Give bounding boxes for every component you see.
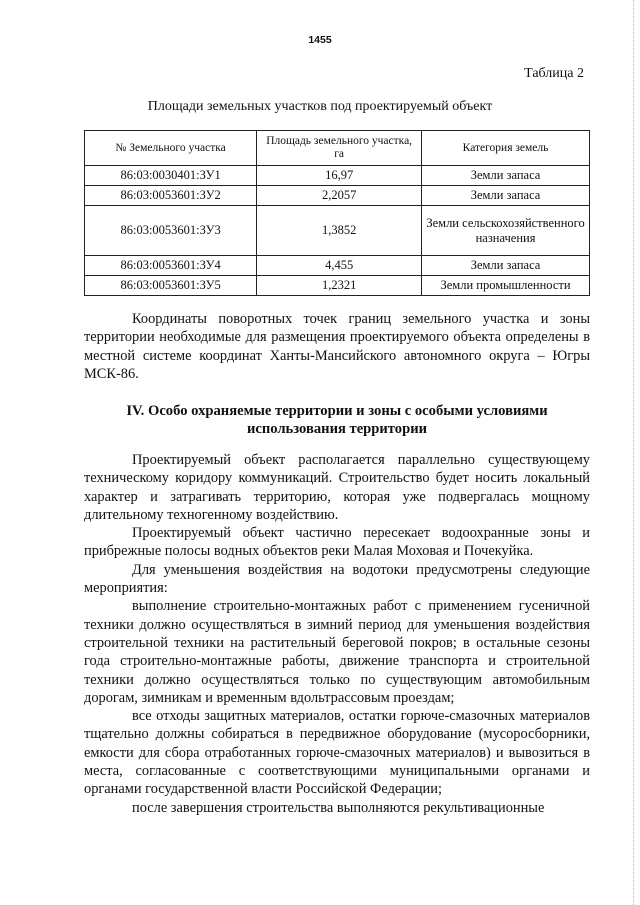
cell-land-category: Земли запаса [422,166,590,186]
coordinates-section [84,310,590,383]
coordinates-paragraph: Координаты поворотных точек границ земельного участка и зоны территории необходимые для размещения проектируемого объекта определены в местной системе координат Ханты-Мансийского автономного округа – Югры МСК-86. [84,311,590,382]
section-heading-line-2: использования территории [246,421,428,437]
cell-plot-number: 86:03:0030401:ЗУ1 [85,166,257,186]
body-paragraph: Для уменьшения воздействия на водотоки предусмотрены следующие мероприятия: [84,561,590,597]
scan-edge-artifact [633,0,636,905]
header-land-category: Категория земель [422,131,590,166]
land-plots-table [84,130,590,296]
table-header-row [85,131,590,166]
body-paragraph: Проектируемый объект частично пересекает водоохранные зоны и прибрежные полосы водных объектов реки Малая Моховая и Почекуйка. [84,525,590,560]
cell-plot-number: 86:03:0053601:ЗУ2 [85,186,257,206]
table-caption: Площади земельных участков под проектируемый объект [147,99,493,114]
cell-land-category: Земли сельскохозяйственного назначения [422,206,590,256]
page-number: 1455 [308,34,332,46]
body-paragraph: все отходы защитных материалов, остатки горюче-смазочных материалов тщательно должны собираться в передвижное оборудование (мусоросборники, емкости для сбора отработанных горюче-смазочных материалов) и вывозиться в места, согласованные с соответствующими муниципальными органами и органами государственной власти Российской Федерации; [84,708,590,798]
header-plot-number: № Земельного участка [85,131,257,166]
table-row [85,276,590,296]
cell-plot-number: 86:03:0053601:ЗУ5 [85,276,257,296]
cell-land-category: Земли запаса [422,256,590,276]
cell-plot-area: 4,455 [257,256,422,276]
body-paragraph: после завершения строительства выполняются рекультивационные [132,799,545,816]
cell-plot-number: 86:03:0053601:ЗУ3 [85,206,257,256]
section-heading [84,402,590,438]
cell-land-category: Земли промышленности [422,276,590,296]
cell-land-category: Земли запаса [422,186,590,206]
body-paragraph: выполнение строительно-монтажных работ с применением гусеничной техники должно осуществляться в зимний период для уменьшения воздействия строительной техники на растительный береговой покров; в остальные сезоны года строительно-монтажные работы, движение транспорта и строительной техники должно осуществляться только по существующим автомобильным дорогам, зимникам и временным вдольтрассовым проездам; [84,598,590,706]
header-plot-area: Площадь земельного участка, га [257,131,422,166]
section-body [84,451,590,817]
section-heading-line-1: IV. Особо охраняемые территории и зоны с особыми условиями [126,403,548,419]
cell-plot-area: 2,2057 [257,186,422,206]
body-paragraph: Проектируемый объект располагается параллельно существующему техническому коридору коммуникаций. Строительство будет носить локальный характер и затрагивать территорию, которая уже подвергалась мощному длительному техногенному воздействию. [84,452,590,523]
table-row [85,166,590,186]
cell-plot-area: 1,2321 [257,276,422,296]
cell-plot-area: 1,3852 [257,206,422,256]
cell-plot-area: 16,97 [257,166,422,186]
table-row [85,206,590,256]
table-row [85,186,590,206]
cell-plot-number: 86:03:0053601:ЗУ4 [85,256,257,276]
table-row [85,256,590,276]
table-label: Таблица 2 [524,66,584,81]
